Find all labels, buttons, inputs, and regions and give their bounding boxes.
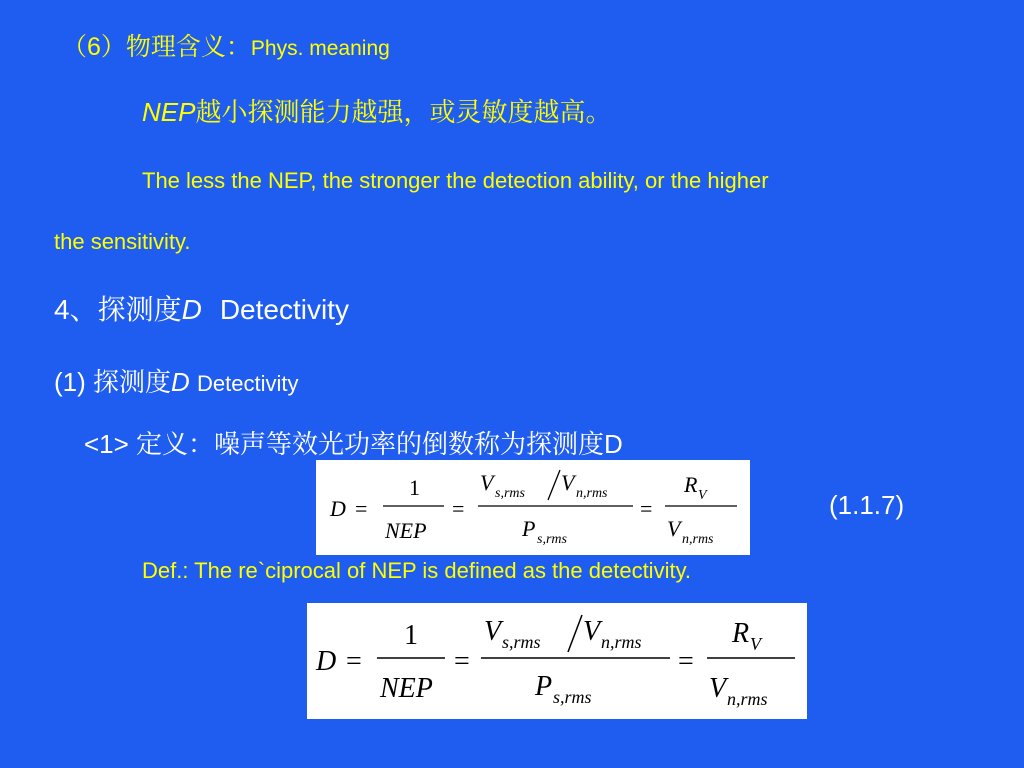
section4-symbol: D: [181, 294, 202, 325]
formula-1: [316, 460, 750, 555]
f2-vn: V: [583, 616, 601, 647]
f1-vn2: V: [667, 516, 681, 541]
f2-vs-sub: s,rms: [502, 632, 541, 652]
f2-ps: P: [535, 671, 553, 702]
f1-ps-sub: s,rms: [537, 532, 567, 547]
f2-ps-sub: s,rms: [553, 687, 592, 707]
equation-number: (1.1.7): [829, 490, 905, 520]
sub1-label: (1) 探测度: [54, 367, 172, 397]
f2-eq-3: =: [678, 646, 694, 677]
f2-vn2-sub: n,rms: [727, 689, 768, 709]
sub1-symbol: D: [171, 367, 190, 397]
f1-ps: P: [522, 516, 536, 541]
f2-vn2: V: [709, 673, 727, 704]
f2-nep: NEP: [380, 673, 433, 704]
heading-cn: （6）物理含义：: [62, 33, 251, 61]
f2-one: 1: [404, 620, 418, 651]
section4-en: Detectivity: [219, 294, 349, 325]
sub1-en: Detectivity: [197, 371, 299, 396]
f1-vs: V: [480, 470, 494, 495]
f1-vn: V: [561, 470, 575, 495]
definition-en: Def.: The re`ciprocal of NEP is defined as the detectivity.: [142, 558, 692, 583]
nep-cn-text: 越小探测能力越强，或灵敏度越高。: [195, 97, 612, 127]
nep-statement-en-line2: the sensitivity.: [54, 229, 191, 254]
nep-statement-en-line1: The less the NEP, the stronger the detection ability, or the higher: [142, 168, 769, 193]
f1-lhs: D: [330, 496, 346, 521]
nep-abbr: NEP: [142, 97, 196, 127]
f1-vn2-sub: n,rms: [682, 532, 714, 547]
f1-vn-sub: n,rms: [576, 486, 608, 501]
f1-eq-2: =: [452, 496, 465, 521]
f2-eq-1: =: [346, 646, 362, 677]
section4-cn: 4、探测度: [54, 294, 182, 325]
f2-lhs: D: [316, 646, 337, 677]
f1-r-sub: V: [698, 488, 707, 503]
f1-eq-3: =: [640, 496, 653, 521]
f1-r: R: [684, 472, 698, 497]
f1-one: 1: [409, 475, 420, 500]
f2-eq-2: =: [454, 646, 470, 677]
f1-nep: NEP: [385, 518, 427, 543]
f2-r: R: [732, 618, 750, 649]
f2-r-sub: V: [750, 634, 761, 654]
definition-cn: <1> 定义：噪声等效光功率的倒数称为探测度D: [84, 429, 623, 459]
f2-vs: V: [484, 616, 502, 647]
formula-2: [307, 603, 807, 719]
f2-vn-sub: n,rms: [601, 632, 642, 652]
f1-eq-1: =: [355, 496, 368, 521]
heading-en: Phys. meaning: [250, 37, 390, 60]
f1-vs-sub: s,rms: [495, 486, 525, 501]
